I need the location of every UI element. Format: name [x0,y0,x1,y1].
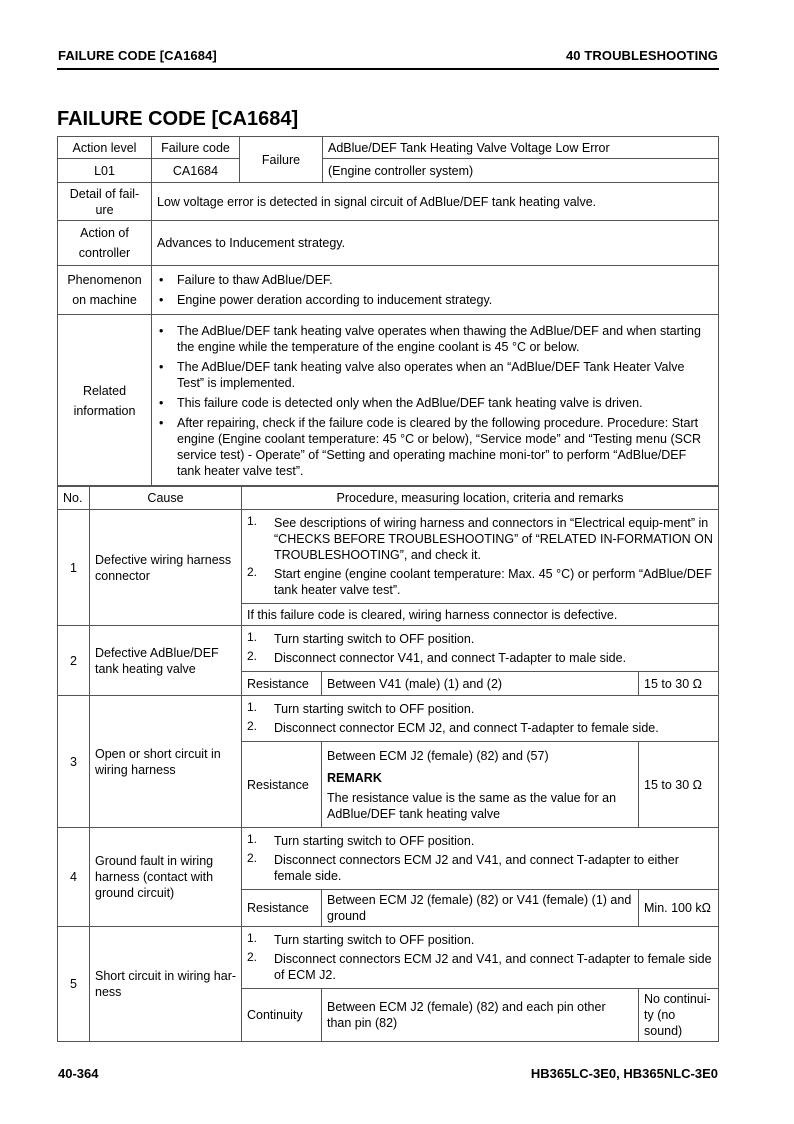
list-item: 1. See descriptions of wiring harness and connectors in “Electrical equip-ment” in “CHECKS BEFORE TROUBLESHOOTING” of “RELATED IN-FORMATION ON TROUBLESHOOTING”, and check it. [247,514,713,562]
list-item: 2. Disconnect connector V41, and connect T-adapter to male side. [247,649,627,665]
result-note: If this failure code is cleared, wiring harness connector is defective. [242,604,719,626]
list-item: 2. Disconnect connectors ECM J2 and V41, and connect T-adapter to either female side. [247,851,679,883]
procedure-steps [247,631,713,666]
failure-info-table [57,136,719,487]
list-item: • The AdBlue/DEF tank heating valve operates when thawing the AdBlue/DEF and when starting the engine while the temperature of the engine coolant is 45 °C or below. [177,323,713,355]
list-item: • The AdBlue/DEF tank heating valve also operates when an “AdBlue/DEF Tank Heater Valve Test” is implemented. [177,359,713,391]
measurement-location: Between V41 (male) (1) and (2) [322,672,639,696]
remark-label: REMARK [327,770,382,785]
row-number: 3 [58,696,90,828]
measurement-type: Resistance [242,742,322,828]
column-header-procedure: Procedure, measuring location, criteria and remarks [242,486,719,510]
cause-text: Open or short circuit in wiring harness [90,696,242,828]
list-item: • Failure to thaw AdBlue/DEF. [177,272,713,288]
action-controller-text: Advances to Inducement strategy. [152,221,719,266]
measurement-value: No continui-ty (no sound) [639,989,719,1042]
measurement-type: Resistance [242,890,322,927]
action-level-value: L01 [58,159,152,183]
measurement-value: Min. 100 kΩ [639,890,719,927]
list-item: • This failure code is detected only when the AdBlue/DEF tank heating valve is driven. [177,395,713,411]
header-section-title: FAILURE CODE [CA1684] [58,48,217,63]
table-row [58,626,719,672]
related-info-label: Related information [58,315,152,487]
phenomenon-label: Phenomenon on machine [58,266,152,315]
list-item: • Engine power deration according to inducement strategy. [177,292,713,308]
column-header-no: No. [58,486,90,510]
measurement-value: 15 to 30 Ω [639,672,719,696]
detail-label: Detail of fail-ure [58,183,152,221]
failure-description-2: (Engine controller system) [323,159,719,183]
table-row [58,828,719,890]
procedure-steps [247,833,713,884]
measurement-type: Continuity [242,989,322,1042]
procedure-steps [247,701,713,736]
cause-text: Defective AdBlue/DEF tank heating valve [90,626,242,696]
failure-code-label: Failure code [152,137,240,159]
procedure-steps [247,515,713,598]
header-rule [57,68,719,70]
action-level-label: Action level [58,137,152,159]
list-item: 1. Turn starting switch to OFF position. [247,630,475,646]
list-item: 2. Disconnect connectors ECM J2 and V41, and connect T-adapter to female side of ECM J2. [247,950,712,982]
list-item: 1. Turn starting switch to OFF position. [247,832,475,848]
remark-text: The resistance value is the same as the value for an AdBlue/DEF tank heating valve [327,790,617,821]
cause-text: Short circuit in wiring har-ness [90,927,242,1042]
table-row [58,927,719,989]
phenomenon-list [157,272,713,308]
row-number: 1 [58,510,90,626]
failure-code-value: CA1684 [152,159,240,183]
procedure-steps [247,932,713,983]
cause-table [57,485,719,1042]
measurement-cell [322,742,639,828]
list-item: 1. Turn starting switch to OFF position. [247,700,475,716]
action-controller-label: Action of controller [58,221,152,266]
failure-description-1: AdBlue/DEF Tank Heating Valve Voltage Low Error [323,137,719,159]
header-chapter-title: 40 TROUBLESHOOTING [565,48,718,63]
cause-text: Defective wiring harness connector [90,510,242,626]
cause-text: Ground fault in wiring harness (contact with ground circuit) [90,828,242,927]
row-number: 2 [58,626,90,696]
page-title: FAILURE CODE [CA1684] [57,108,299,130]
measurement-location: Between ECM J2 (female) (82) or V41 (female) (1) and ground [322,890,639,927]
measurement-location: Between ECM J2 (female) (82) and (57) [327,748,549,763]
table-row [58,696,719,742]
table-row [58,510,719,604]
list-item: 2. Start engine (engine coolant temperature: Max. 45 °C) or perform “AdBlue/DEF tank heater valve test”. [247,565,712,597]
failure-label: Failure [240,137,323,183]
measurement-type: Resistance [242,672,322,696]
row-number: 5 [58,927,90,1042]
page-number: 40-364 [58,1066,99,1081]
column-header-cause: Cause [90,486,242,510]
list-item: 2. Disconnect connector ECM J2, and connect T-adapter to female side. [247,719,659,735]
measurement-value: 15 to 30 Ω [639,742,719,828]
related-info-list [157,323,713,479]
list-item: 1. Turn starting switch to OFF position. [247,931,475,947]
model-number: HB365LC-3E0, HB365NLC-3E0 [530,1066,718,1081]
row-number: 4 [58,828,90,927]
detail-text: Low voltage error is detected in signal circuit of AdBlue/DEF tank heating valve. [152,183,719,221]
measurement-location: Between ECM J2 (female) (82) and each pin other than pin (82) [322,989,639,1042]
list-item: • After repairing, check if the failure code is cleared by the following procedure. Procedure: Start engine (Engine coolant temperature: 45 °C or below), “Service mode” and “Testing menu (SCR service test) - Operate” of “Setting and operating machine moni-tor” to perform “AdBlue/DEF tank heater valve test”. [177,415,713,479]
